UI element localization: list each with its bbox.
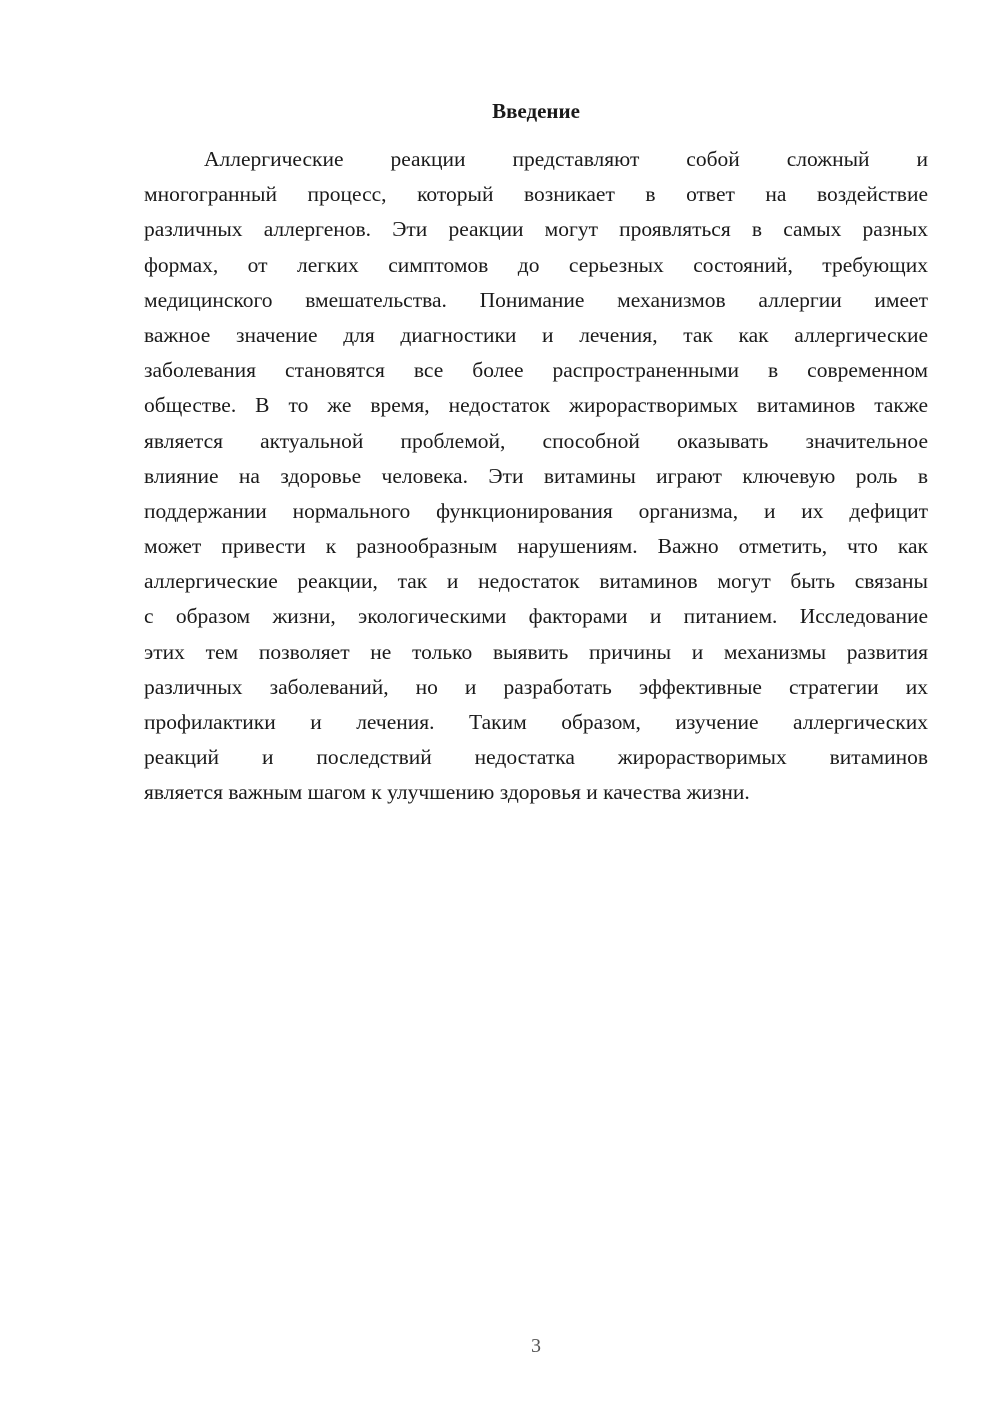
paragraph-line: различных заболеваний, но и разработать эффективные стратегии их	[144, 674, 928, 699]
paragraph-line: аллергические реакции, так и недостаток витаминов могут быть связаны	[144, 569, 928, 594]
paragraph-line: является актуальной проблемой, способной оказывать значительное	[144, 428, 928, 453]
paragraph-line: различных аллергенов. Эти реакции могут проявляться в самых разных	[144, 217, 928, 242]
paragraph-line: профилактики и лечения. Таким образом, изучение аллергических	[144, 710, 928, 734]
paragraph-line: этих тем позволяет не только выявить причины и механизмы развития	[144, 639, 928, 664]
body-paragraph	[144, 142, 928, 811]
paragraph-line: поддержании нормального функционирования организма, и их дефицит	[144, 498, 928, 523]
paragraph-line: формах, от легких симптомов до серьезных состояний, требующих	[144, 252, 928, 277]
paragraph-line: влияние на здоровье человека. Эти витамины играют ключевую роль в	[144, 463, 928, 488]
paragraph-line: может привести к разнообразным нарушениям. Важно отметить, что как	[144, 534, 928, 559]
section-heading: Введение	[492, 99, 580, 123]
paragraph-line: многогранный процесс, который возникает в ответ на воздействие	[144, 182, 928, 207]
paragraph-line: заболевания становятся все более распространенными в современном	[144, 358, 928, 383]
paragraph-line: реакций и последствий недостатка жирорастворимых витаминов	[144, 745, 928, 770]
paragraph-line: важное значение для диагностики и лечения, так как аллергические	[144, 322, 928, 347]
paragraph-line: обществе. В то же время, недостаток жирорастворимых витаминов также	[144, 393, 928, 418]
page-number: 3	[531, 1335, 541, 1357]
paragraph-line: с образом жизни, экологическими факторами и питанием. Исследование	[144, 604, 928, 629]
paragraph-line: медицинского вмешательства. Понимание механизмов аллергии имеет	[144, 287, 928, 312]
paragraph-line: Аллергические реакции представляют собой сложный и	[204, 147, 928, 171]
paragraph-line: является важным шагом к улучшению здоровья и качества жизни.	[144, 780, 750, 805]
